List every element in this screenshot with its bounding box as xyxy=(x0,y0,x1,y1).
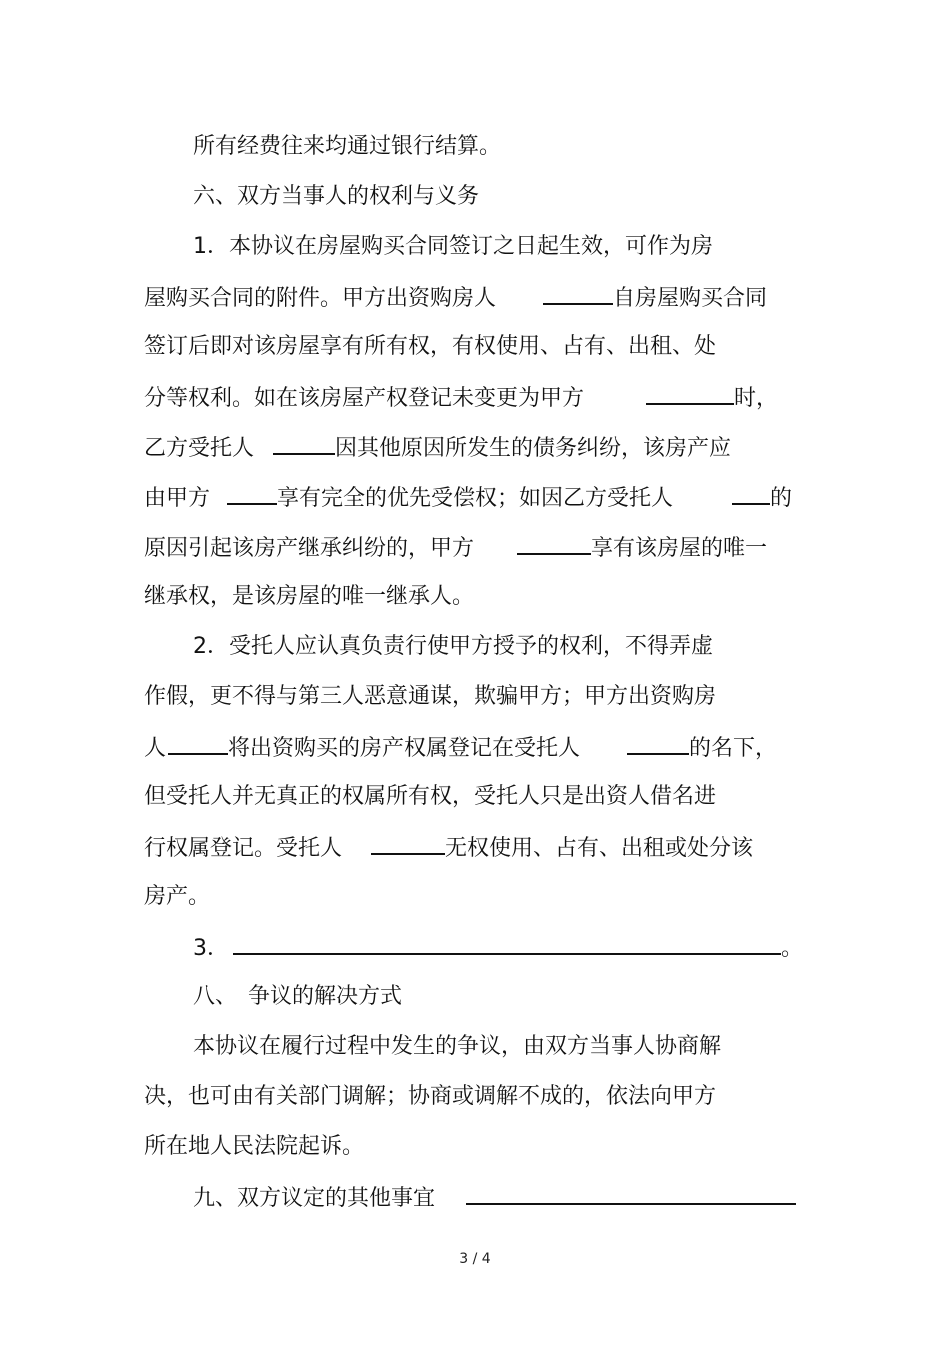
paragraph-line: 1．本协议在房屋购买合同签订之日起生效，可作为房 xyxy=(193,234,713,259)
section-heading: 八、 争议的解决方式 xyxy=(193,984,403,1009)
paragraph-line: 本协议在履行过程中发生的争议，由双方当事人协商解 xyxy=(193,1034,722,1059)
paragraph-line: 决，也可由有关部门调解；协商或调解不成的，依法向甲方 xyxy=(144,1084,717,1109)
page-number: 3 / 4 xyxy=(459,1251,491,1267)
paragraph-line: 由甲方 享有完全的优先受偿权；如因乙方受托人 的 xyxy=(144,483,792,513)
paragraph-line: 原因引起该房产继承纠纷的，甲方 享有该房屋的唯一 xyxy=(144,533,767,563)
paragraph-line: 继承权，是该房屋的唯一继承人。 xyxy=(144,584,475,609)
paragraph-line: 房产。 xyxy=(144,884,211,909)
section-heading: 九、双方议定的其他事宜 xyxy=(193,1183,796,1213)
paragraph-line: 行权属登记。受托人 无权使用、占有、出租或处分该 xyxy=(144,833,753,863)
fill-blank[interactable] xyxy=(517,533,591,555)
fill-blank[interactable] xyxy=(646,383,734,405)
paragraph-line: 所有经费往来均通过银行结算。 xyxy=(193,134,502,159)
fill-blank[interactable] xyxy=(627,733,689,755)
paragraph-line: 分等权利。如在该房屋产权登记未变更为甲方 时， xyxy=(144,383,778,413)
paragraph-line: 但受托人并无真正的权属所有权，受托人只是出资人借名进 xyxy=(144,784,717,809)
paragraph-line: 乙方受托人 因其他原因所发生的债务纠纷，该房产应 xyxy=(144,433,731,463)
fill-blank[interactable] xyxy=(233,933,781,955)
paragraph-line: 作假，更不得与第三人恶意通谋，欺骗甲方；甲方出资购房 xyxy=(144,684,717,709)
fill-blank[interactable] xyxy=(227,483,277,505)
fill-blank[interactable] xyxy=(273,433,335,455)
section-heading: 六、双方当事人的权利与义务 xyxy=(193,184,480,209)
fill-blank[interactable] xyxy=(543,283,613,305)
fill-blank[interactable] xyxy=(371,833,445,855)
paragraph-line: 签订后即对该房屋享有所有权，有权使用、占有、出租、处 xyxy=(144,334,717,359)
paragraph-line: 2．受托人应认真负责行使甲方授予的权利，不得弄虚 xyxy=(193,634,713,659)
paragraph-line: 屋购买合同的附件。甲方出资购房人 自房屋购买合同 xyxy=(144,283,767,313)
fill-blank[interactable] xyxy=(732,483,770,505)
paragraph-line: 人 将出资购买的房产权属登记在受托人 的名下， xyxy=(144,733,777,763)
fill-blank[interactable] xyxy=(168,733,228,755)
paragraph-line: 3． 。 xyxy=(193,933,803,963)
fill-blank[interactable] xyxy=(466,1183,796,1205)
paragraph-line: 所在地人民法院起诉。 xyxy=(144,1134,365,1159)
